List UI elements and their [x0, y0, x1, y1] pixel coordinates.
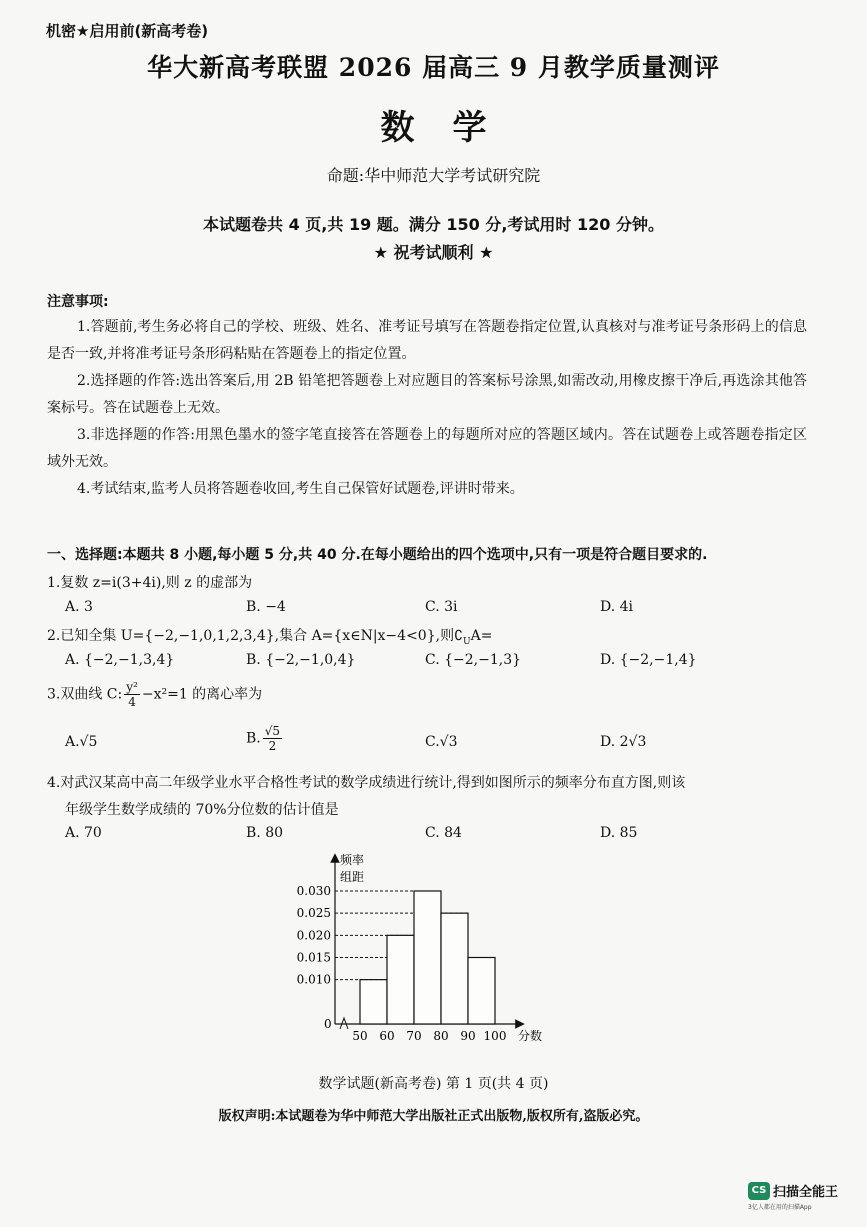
- section-heading: 一、选择题:本题共 8 小题,每小题 5 分,共 40 分.在每小题给出的四个选项中,只有一项是符合题目要求的.: [47, 547, 708, 563]
- q2-stem-text: 2.已知全集 U={−2,−1,0,1,2,3,4},集合 A={x∈N|x−4<0},则∁: [47, 628, 463, 644]
- notice-item-1: 1.答题前,考生务必将自己的学校、班级、姓名、准考证号填写在答题卷指定位置,认真核对与准考证号条形码上的信息是否一致,并将准考证号条形码粘贴在答题卷上的指定位置。: [47, 319, 807, 362]
- good-luck-line: ★ 祝考试顺利 ★: [373, 243, 494, 262]
- author-line: 命题:华中师范大学考试研究院: [326, 166, 541, 185]
- origin-label: 0: [324, 1017, 332, 1031]
- x-tick-label-1: 60: [379, 1029, 395, 1043]
- q3-stem: [47, 680, 262, 709]
- y-axis-label-bottom: 组距: [340, 870, 365, 884]
- histogram-bar-0: [360, 980, 387, 1024]
- notice-heading: 注意事项:: [47, 294, 109, 310]
- q2-stem-subscript: U: [462, 636, 471, 647]
- q3-fraction: [124, 680, 140, 709]
- q2-stem: [47, 625, 492, 647]
- scanner-tagline: 3亿人都在用的扫描App: [748, 1204, 812, 1211]
- q4-option-a: A. 70: [65, 825, 102, 841]
- q2-option-c: C. {−2,−1,3}: [425, 652, 522, 668]
- q1-option-b: B. −4: [246, 599, 286, 615]
- subject-title: 数学: [380, 108, 525, 148]
- q1-option-c: C. 3i: [425, 599, 458, 615]
- frequency-histogram: [280, 850, 580, 1050]
- q1-option-d: D. 4i: [600, 599, 634, 615]
- x-tick-label-4: 90: [460, 1029, 476, 1043]
- q4-stem-line2: 年级学生数学成绩的 70%分位数的估计值是: [65, 802, 339, 818]
- y-axis-label-top: 频率: [340, 853, 365, 867]
- y-tick-label-3: 0.025: [296, 906, 331, 921]
- notice-item-4: 4.考试结束,监考人员将答题卷收回,考生自己保管好试题卷,评讲时带来。: [77, 481, 524, 497]
- x-tick-label-2: 70: [406, 1029, 422, 1043]
- q3-option-c: C.√3: [425, 734, 458, 750]
- q3-option-a: A.√5: [65, 734, 98, 750]
- copyright-notice: 版权声明:本试题卷为华中师范大学出版社正式出版物,版权所有,盗版必究。: [218, 1109, 649, 1124]
- q3-option-b-numerator: √5: [264, 724, 281, 738]
- scanner-logo-icon: CS: [748, 1182, 770, 1200]
- q1-stem: 1.复数 z=i(3+4i),则 z 的虚部为: [47, 575, 253, 591]
- histogram-bar-2: [414, 891, 441, 1024]
- q2-option-d: D. {−2,−1,4}: [600, 652, 697, 668]
- q4-option-b: B. 80: [246, 825, 284, 841]
- q3-fraction-numerator: y²: [126, 680, 138, 694]
- scanner-app-name: 扫描全能王: [773, 1185, 839, 1200]
- exam-title: 华大新高考联盟 2026 届高三 9 月教学质量测评: [147, 53, 720, 82]
- notice-item-3: 3.非选择题的作答:用黑色墨水的签字笔直接答在答题卷上的每题所对应的答题区域内。答在试题卷上或答题卷指定区域外无效。: [47, 427, 807, 470]
- x-tick-label-3: 80: [433, 1029, 449, 1043]
- histogram-bar-1: [387, 935, 414, 1024]
- histogram-bar-3: [441, 913, 468, 1024]
- scanner-badge: [748, 1180, 839, 1211]
- notice-item-2: 2.选择题的作答:选出答案后,用 2B 铅笔把答题卷上对应题目的答案标号涂黑,如需改动,用橡皮擦干净后,再选涂其他答案标号。答在试题卷上无效。: [47, 373, 807, 416]
- q1-option-a: A. 3: [65, 599, 93, 615]
- histogram-bar-4: [468, 958, 495, 1025]
- page-footer: 数学试题(新高考卷) 第 1 页(共 4 页): [318, 1076, 549, 1092]
- y-tick-label-0: 0.010: [296, 972, 331, 987]
- q2-stem-end: A=: [470, 628, 493, 644]
- q3-option-d: D. 2√3: [600, 734, 647, 750]
- q3-stem-a: 3.双曲线 C:: [47, 686, 123, 703]
- q4-stem-line1: 4.对武汉某高中高二年级学业水平合格性考试的数学成绩进行统计,得到如图所示的频率分布直方图,则该: [47, 775, 686, 791]
- q3-option-b: [246, 724, 284, 753]
- q3-stem-b: −x²=1 的离心率为: [141, 686, 263, 703]
- q4-option-d: D. 85: [600, 825, 638, 841]
- q3-option-b-label: B.: [246, 730, 261, 747]
- y-tick-label-2: 0.020: [296, 928, 331, 943]
- y-tick-label-4: 0.030: [296, 884, 331, 898]
- x-tick-label-5: 100: [483, 1029, 507, 1043]
- q2-option-a: A. {−2,−1,3,4}: [65, 652, 175, 668]
- confidential-label: 机密★启用前(新高考卷): [46, 22, 209, 40]
- exam-info: 本试题卷共 4 页,共 19 题。满分 150 分,考试用时 120 分钟。: [203, 215, 664, 234]
- x-axis-label: 分数: [518, 1029, 543, 1043]
- q3-fraction-denominator: 4: [128, 695, 136, 709]
- q4-option-c: C. 84: [425, 825, 462, 841]
- y-tick-label-1: 0.015: [296, 950, 331, 965]
- q3-option-b-fraction: [263, 724, 282, 753]
- x-tick-label-0: 50: [352, 1029, 368, 1043]
- q3-option-b-denominator: 2: [268, 739, 277, 753]
- q2-option-b: B. {−2,−1,0,4}: [246, 652, 356, 668]
